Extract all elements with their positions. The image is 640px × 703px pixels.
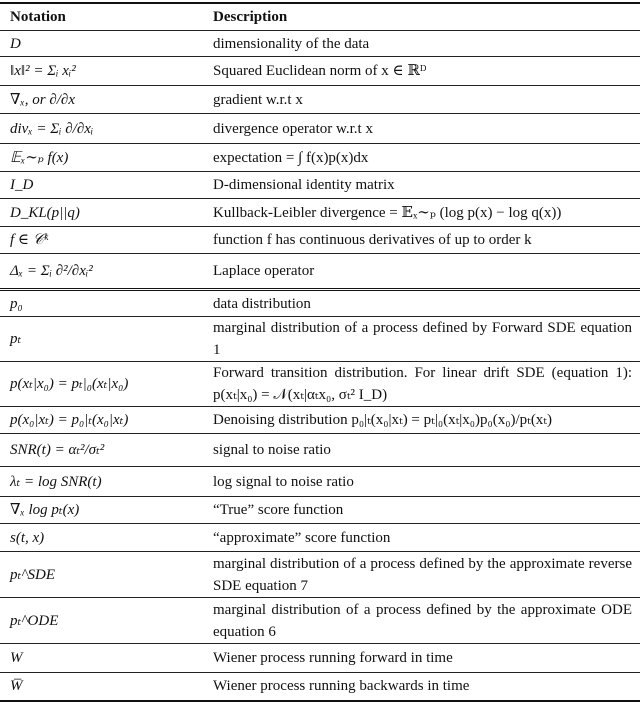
notation-cell: ‖x‖² = Σᵢ xᵢ² xyxy=(0,57,203,86)
notation-cell: W xyxy=(0,644,203,673)
description-cell: D-dimensional identity matrix xyxy=(203,172,640,199)
notation-cell: ∇ₓ, or ∂/∂x xyxy=(0,86,203,114)
description-cell: log signal to noise ratio xyxy=(203,467,640,497)
table-row xyxy=(0,434,640,467)
notation-cell: p₀ xyxy=(0,290,203,317)
table-row xyxy=(0,673,640,701)
table-row xyxy=(0,57,640,86)
notation-cell: λₜ = log SNR(t) xyxy=(0,467,203,497)
table-header-row xyxy=(0,3,640,31)
notation-cell: pₜ xyxy=(0,317,203,362)
table-row xyxy=(0,144,640,172)
notation-cell: pₜ^ODE xyxy=(0,598,203,644)
notation-cell: D_KL(p||q) xyxy=(0,199,203,227)
description-cell: data distribution xyxy=(203,290,640,317)
table-row xyxy=(0,497,640,524)
notation-cell: D xyxy=(0,31,203,57)
table-row xyxy=(0,598,640,644)
header-notation: Notation xyxy=(0,3,203,31)
table-row xyxy=(0,362,640,407)
table-row xyxy=(0,317,640,362)
notation-cell: I_D xyxy=(0,172,203,199)
notation-cell: p(x₀|xₜ) = p₀|ₜ(x₀|xₜ) xyxy=(0,407,203,434)
description-cell: function f has continuous derivatives of up to order k xyxy=(203,227,640,254)
table-row xyxy=(0,227,640,254)
description-cell: divergence operator w.r.t x xyxy=(203,114,640,144)
notation-cell: W̅ xyxy=(0,673,203,701)
description-cell: Squared Euclidean norm of x ∈ ℝᴰ xyxy=(203,57,640,86)
table-row xyxy=(0,524,640,552)
description-cell: marginal distribution of a process defined by Forward SDE equation 1 xyxy=(203,317,640,362)
description-cell: expectation = ∫ f(x)p(x)dx xyxy=(203,144,640,172)
description-cell: marginal distribution of a process defined by the approximate ODE equation 6 xyxy=(203,598,640,644)
table-row xyxy=(0,644,640,673)
description-cell: Wiener process running forward in time xyxy=(203,644,640,673)
description-cell: gradient w.r.t x xyxy=(203,86,640,114)
notation-cell: s(t, x) xyxy=(0,524,203,552)
description-cell: Wiener process running backwards in time xyxy=(203,673,640,701)
description-cell: Laplace operator xyxy=(203,254,640,290)
description-cell: Forward transition distribution. For linear drift SDE (equation 1): p(xₜ|x₀) = 𝒩(xₜ|αₜx₀, σₜ² I_D) xyxy=(203,362,640,407)
table-row xyxy=(0,254,640,290)
notation-cell: SNR(t) = αₜ²/σₜ² xyxy=(0,434,203,467)
table-row xyxy=(0,467,640,497)
table-row xyxy=(0,407,640,434)
notation-cell: p(xₜ|x₀) = pₜ|₀(xₜ|x₀) xyxy=(0,362,203,407)
description-cell: “True” score function xyxy=(203,497,640,524)
notation-cell: ∇ₓ log pₜ(x) xyxy=(0,497,203,524)
notation-cell: f ∈ 𝒞ᵏ xyxy=(0,227,203,254)
description-cell: signal to noise ratio xyxy=(203,434,640,467)
table-row xyxy=(0,114,640,144)
notation-cell: divₓ = Σᵢ ∂/∂xᵢ xyxy=(0,114,203,144)
description-cell: Kullback-Leibler divergence = 𝔼ₓ∼ₚ (log p(x) − log q(x)) xyxy=(203,199,640,227)
description-cell: Denoising distribution p₀|ₜ(x₀|xₜ) = pₜ|₀(xₜ|x₀)p₀(x₀)/pₜ(xₜ) xyxy=(203,407,640,434)
notation-cell: 𝔼ₓ∼ₚ f(x) xyxy=(0,144,203,172)
table-row xyxy=(0,172,640,199)
description-cell: dimensionality of the data xyxy=(203,31,640,57)
notation-table xyxy=(0,2,640,702)
table-row xyxy=(0,199,640,227)
description-cell: “approximate” score function xyxy=(203,524,640,552)
table-row xyxy=(0,86,640,114)
table-row xyxy=(0,552,640,598)
table-row xyxy=(0,31,640,57)
notation-cell: pₜ^SDE xyxy=(0,552,203,598)
description-cell: marginal distribution of a process defined by the approximate reverse SDE equation 7 xyxy=(203,552,640,598)
header-description: Description xyxy=(203,3,640,31)
notation-cell: Δₓ = Σᵢ ∂²/∂xᵢ² xyxy=(0,254,203,290)
table-row xyxy=(0,290,640,317)
